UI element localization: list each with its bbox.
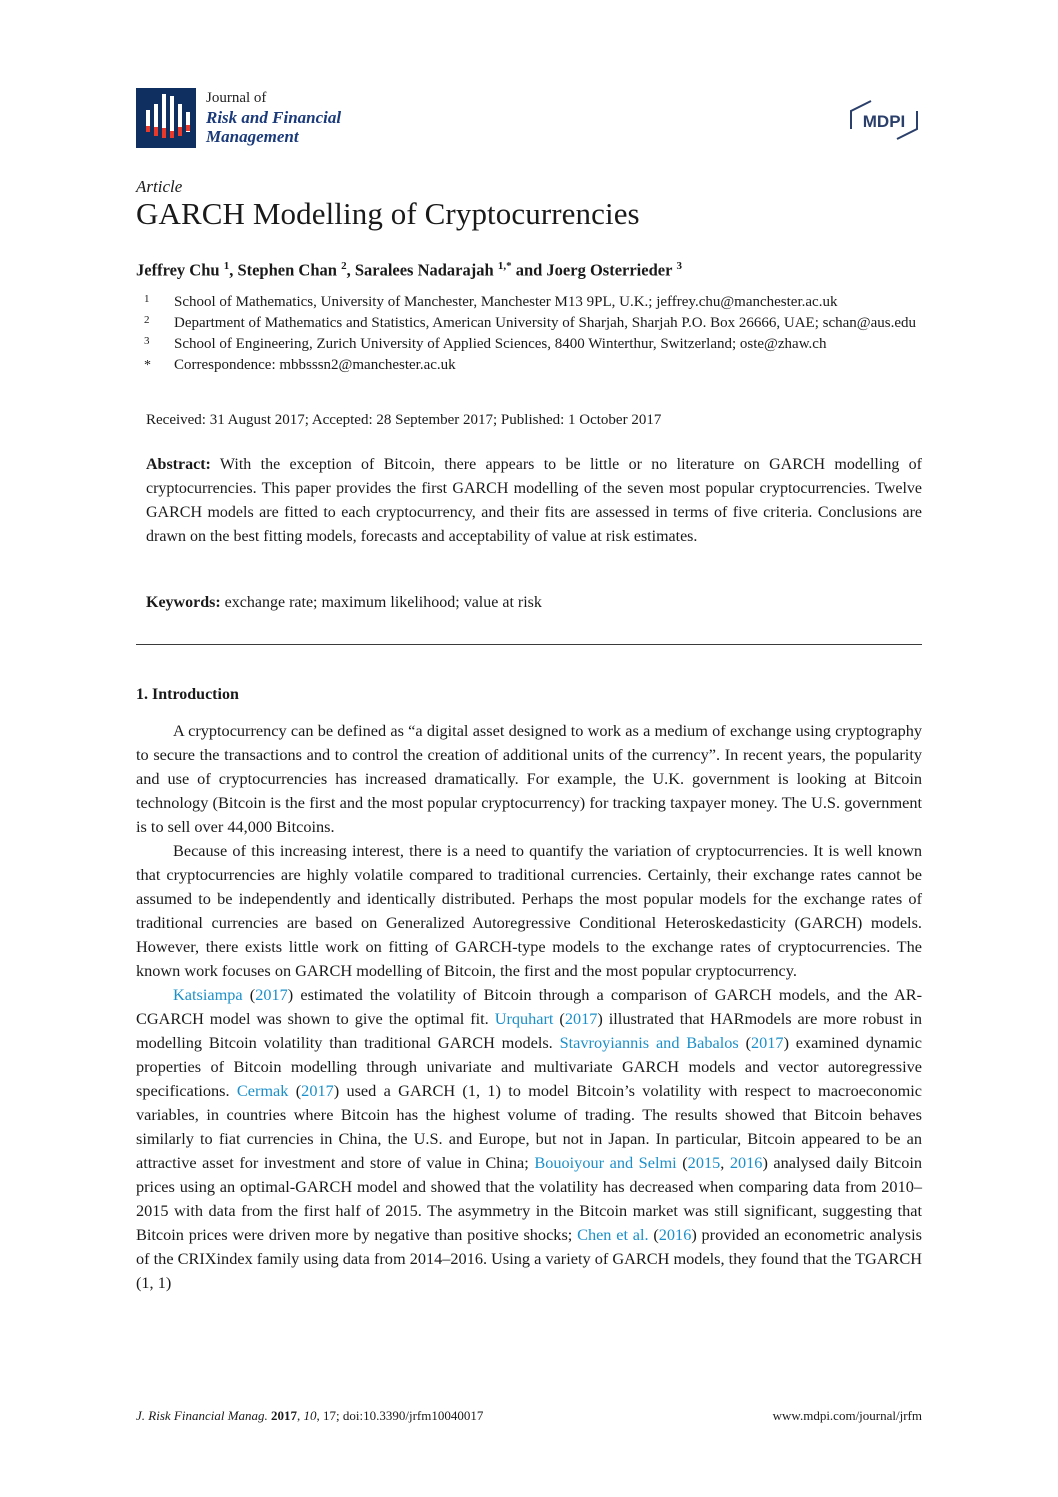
author-name[interactable]: Saralees Nadarajah: [354, 260, 494, 280]
author-name[interactable]: Jeffrey Chu: [136, 260, 220, 280]
author-name[interactable]: Stephen Chan: [237, 260, 337, 280]
affiliation-item: 2 Department of Mathematics and Statistics, American University of Sharjah, Sharjah P.O. Box 26666, UAE; schan@aus.edu: [144, 314, 917, 331]
affiliation-item: 1 School of Mathematics, University of Manchester, Manchester M13 9PL, U.K.; jeffrey.chu@manchester.ac.uk: [144, 293, 838, 310]
author-name[interactable]: Joerg Osterrieder: [546, 260, 673, 280]
mdpi-logo-icon: [845, 99, 923, 141]
keywords-text: exchange rate; maximum likelihood; value at risk: [220, 594, 542, 611]
citation-link-chen-et-al[interactable]: Chen et al.: [577, 1225, 649, 1244]
journal-name: [206, 89, 341, 146]
publication-dates: Received: 31 August 2017; Accepted: 28 September 2017; Published: 1 October 2017: [146, 412, 662, 428]
paragraph: Katsiampa (2017) estimated the volatility of Bitcoin through a comparison of GARCH models, and the AR-CGARCH model was shown to give the optimal fit. Urquhart (2017) illustrated that HARmodels are more robust in modelling Bitcoin volatility than traditional GARCH models. Stavroyiannis and Babalos (2017) examined dynamic properties of Bitcoin modelling through univariate and multivariate GARCH models and vector autoregressive specifications. Cermak (2017) used a GARCH (1, 1) to model Bitcoin’s volatility with respect to macroeconomic variables, in countries where Bitcoin has the highest volume of trading. The results showed that Bitcoin behaves similarly to fiat currencies in China, the U.S. and Europe, but not in Japan. In particular, Bitcoin appeared to be an attractive asset for investment and store of value in China; Bouoiyour and Selmi (2015, 2016) analysed daily Bitcoin prices using an optimal-GARCH model and showed that the volatility has decreased when comparing data from 2010–2015 with data from the first half of 2015. The asymmetry in the Bitcoin market was still significant, suggesting that Bitcoin prices were driven more by negative than positive shocks; Chen et al. (2016) provided an econometric analysis of the CRIXindex family using data from 2014–2016. Using a variety of GARCH models, they found that the TGARCH (1, 1): [136, 985, 923, 1292]
keywords-label: Keywords:: [146, 594, 221, 611]
author-affil-mark: 1,*: [497, 260, 512, 272]
citation-year-link[interactable]: 2016: [729, 1153, 763, 1172]
citation-year-link[interactable]: 2017: [301, 1081, 334, 1100]
section-heading-introduction: 1. Introduction: [136, 686, 239, 703]
citation-year-link[interactable]: 2015: [687, 1153, 721, 1172]
journal-url-link[interactable]: www.mdpi.com/journal/jrfm: [772, 1408, 922, 1423]
author-affil-mark: 2: [341, 260, 347, 272]
journal-logo-icon: [136, 88, 196, 148]
article-type: Article: [136, 177, 183, 196]
correspondence: * Correspondence: mbbsssn2@manchester.ac.uk: [144, 357, 456, 373]
author-list: Jeffrey Chu $^1$, Stephen Chan $^2$, Saralees Nadarajah $^{1,*}$ and Joerg Osterrieder $^3$: [136, 260, 683, 280]
journal-title-line2: Management: [206, 127, 299, 146]
citation-year-link[interactable]: 2017: [564, 1009, 598, 1028]
citation-link-katsiampa[interactable]: Katsiampa: [173, 985, 243, 1004]
citation-year-link[interactable]: 2017: [255, 985, 288, 1004]
page-footer: [136, 1408, 922, 1424]
abstract-text: With the exception of Bitcoin, there appears to be little or no literature on GARCH modelling of cryptocurrencies. This paper provides the first GARCH modelling of the seven most popular cryptocurrencies. Twelve GARCH models are fitted to each cryptocurrency, and their fits are assessed in terms of five criteria. Conclusions are drawn on the best fitting models, forecasts and acceptability of value at risk estimates.: [146, 456, 922, 545]
journal-of-label: Journal of: [206, 90, 267, 106]
section-divider: [136, 644, 922, 645]
citation-link-bouoiyour-selmi[interactable]: Bouoiyour and Selmi: [534, 1153, 677, 1172]
author-affil-mark: 1: [223, 260, 230, 272]
citation-year-link[interactable]: 2016: [658, 1225, 692, 1244]
paragraph: A cryptocurrency can be defined as “a digital asset designed to work as a medium of exchange using cryptography to secure the transactions and to control the creation of additional units of the currency”. In recent years, the popularity and use of cryptocurrencies has increased dramatically. For example, the U.K. government is looking at Bitcoin technology (Bitcoin is the first and the most popular cryptocurrency) for tracking taxpayer money. The U.S. government is to sell over 44,000 Bitcoins.: [136, 721, 922, 836]
abstract-label: Abstract:: [146, 456, 211, 473]
affiliations: [136, 292, 926, 376]
abstract: [146, 453, 922, 549]
citation-year-link[interactable]: 2017: [751, 1033, 784, 1052]
svg-text:MDPI: MDPI: [862, 112, 906, 131]
citation-link-stavroyiannis-babalos[interactable]: Stavroyiannis and Babalos: [559, 1033, 739, 1052]
citation-link-cermak[interactable]: Cermak: [236, 1081, 289, 1100]
journal-title-line1: Risk and Financial: [206, 108, 342, 127]
paper-title: GARCH Modelling of Cryptocurrencies: [136, 196, 640, 231]
citation-link-urquhart[interactable]: Urquhart: [494, 1009, 554, 1028]
introduction-body: [136, 719, 922, 1295]
citation-info: J. Risk Financial Manag. 2017, 10, 17; doi:10.3390/jrfm10040017: [136, 1408, 484, 1423]
author-affil-mark: 3: [676, 260, 683, 272]
affiliation-item: 3 School of Engineering, Zurich University of Applied Sciences, 8400 Winterthur, Switzerland; oste@zhaw.ch: [144, 335, 827, 352]
keywords: [146, 594, 542, 612]
paragraph: Because of this increasing interest, there is a need to quantify the variation of cryptocurrencies. It is well known that cryptocurrencies are highly volatile compared to traditional currencies. Certainly, their exchange rates cannot be assumed to be independently and identically distributed. Perhaps the most popular models for the exchange rates of traditional currencies are based on Generalized Autoregressive Conditional Heteroskedasticity (GARCH) models. However, there exists little work on fitting of GARCH-type models to the exchange rates of cryptocurrencies. The known work focuses on GARCH modelling of Bitcoin, the first and the most popular cryptocurrency.: [136, 841, 922, 980]
